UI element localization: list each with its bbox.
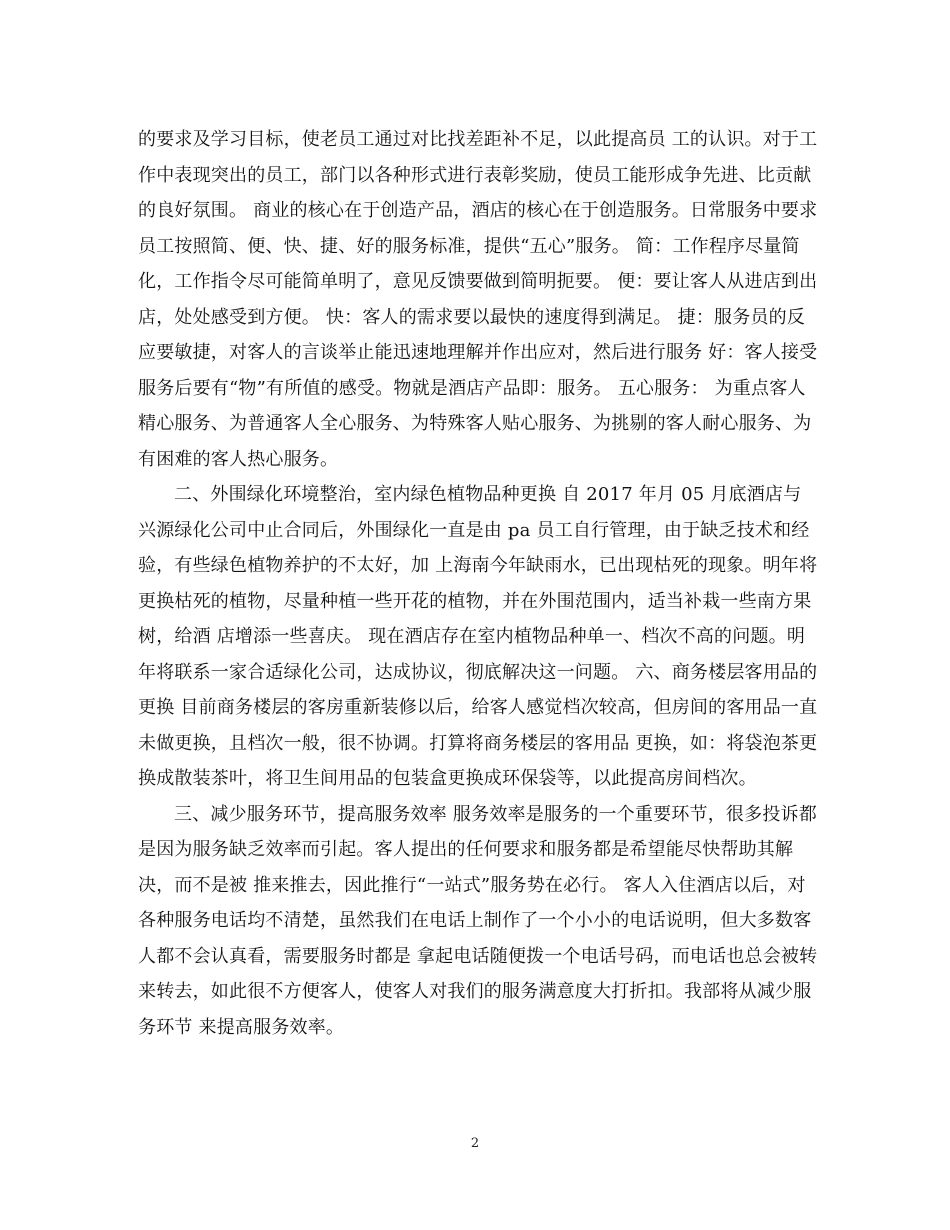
- page-number: 2: [470, 1136, 480, 1151]
- document-body: [138, 122, 818, 1045]
- paragraph-greening: 二、外围绿化环境整治，室内绿色植物品种更换 自 2017 年月 05 月底酒店与兴源绿化公司中止合同后，外围绿化一直是由 pa 员工自行管理，由于缺乏技术和经验，有些绿色植物养护的不太好，加 上海南今年缺雨水，已出现枯死的现象。明年将更换枯死的植物，尽量种植一些开花的植物，并在外围范围内，适当补栽一些南方果树，给酒 店增添一些喜庆。 现在酒店存在室内植物品种单一、档次不高的问题。明年将联系一家合适绿化公司，达成协议，彻底解决这一问题。 六、商务楼层客用品的更换 目前商务楼层的客房重新装修以后，给客人感觉档次较高，但房间的客用品一直未做更换，且档次一般，很不协调。打算将商务楼层的客用品 更换，如：将袋泡茶更换成散装茶叶，将卫生间用品的包装盒更换成环保袋等，以此提高房间档次。: [138, 484, 818, 789]
- paragraph-service-efficiency: 三、减少服务环节，提高服务效率 服务效率是服务的一个重要环节，很多投诉都是因为服务缺乏效率而引起。客人提出的任何要求和服务都是希望能尽快帮助其解决，而不是被 推来推去，因此推行“一站式”服务势在必行。 客人入住酒店以后，对各种服务电话均不清楚，虽然我们在电话上制作了一个小小的电话说明，但大多数客人都不会认真看，需要服务时都是 拿起电话随便拨一个电话号码，而电话也总会被转来转去，如此很不方便客人，使客人对我们的服务满意度大打折扣。我部将从减少服务环节 来提高服务效率。: [138, 803, 818, 1038]
- paragraph-continuation: 的要求及学习目标，使老员工通过对比找差距补不足，以此提高员 工的认识。对于工作中表现突出的员工，部门以各种形式进行表彰奖励，使员工能形成争先进、比贡献的良好氛围。 商业的核心在于创造产品，酒店的核心在于创造服务。日常服务中要求员工按照简、便、快、捷、好的服务标准，提供“五心”服务。 简：工作程序尽量简化，工作指令尽可能简单明了，意见反馈要做到简明扼要。 便：要让客人从进店到出店，处处感受到方便。 快：客人的需求要以最快的速度得到满足。 捷：服务员的反应要敏捷，对客人的言谈举止能迅速地理解并作出应对，然后进行服务 好：客人接受服务后要有“物”有所值的感受。物就是酒店产品即：服务。 五心服务： 为重点客人精心服务、为普通客人全心服务、为特殊客人贴心服务、为挑剔的客人耐心服务、为有困难的客人热心服务。: [138, 129, 818, 470]
